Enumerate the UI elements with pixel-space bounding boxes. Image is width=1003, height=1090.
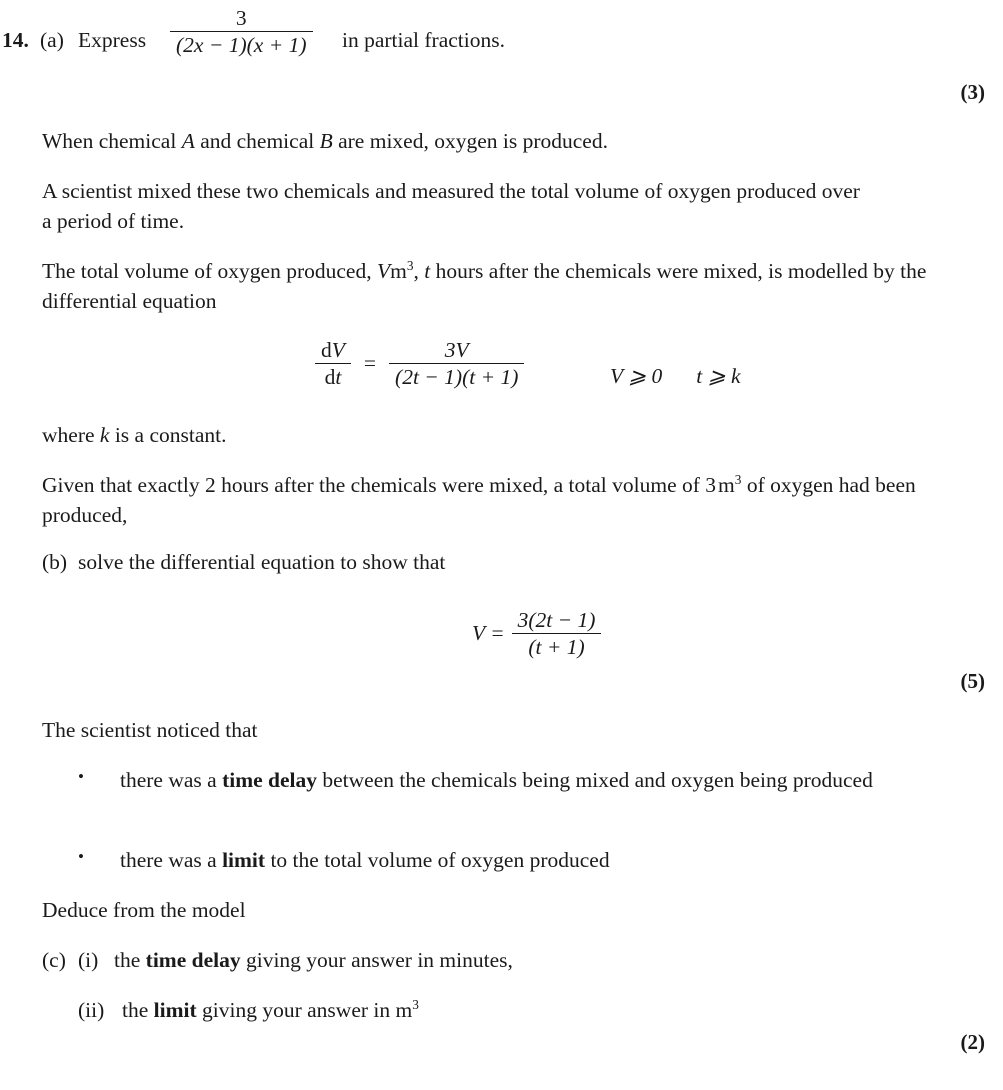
p3-mid: , [413, 259, 425, 283]
part-c-i-post: giving your answer in minutes, [240, 948, 513, 972]
part-c-i-bold: time delay [145, 948, 241, 972]
bullet-1-bold: time delay [222, 768, 318, 792]
p5-pre: Given that exactly 2 hours after the chemicals were mixed, a total volume of 3 [42, 473, 717, 497]
question-number: 14. [2, 28, 29, 52]
p4-pre: where [42, 423, 100, 447]
condition-volume: V ⩾ 0 [610, 364, 663, 388]
rate-denominator: (2t − 1)(t + 1) [389, 363, 524, 389]
p3-post: hours after the chemicals were mixed, is modelled by the differential equation [42, 259, 927, 313]
derivative-denominator: dt [315, 363, 351, 389]
solution-lead: V = [472, 620, 505, 645]
part-c-label: (c) [42, 948, 66, 972]
rate-expression-fraction [389, 338, 524, 389]
fraction-numerator: 3 [235, 6, 247, 30]
solution-equation-display [472, 608, 601, 659]
condition-time: t ⩾ k [696, 364, 741, 388]
derivative-numerator: dV [321, 338, 345, 362]
bullet-2-pre: there was a [120, 848, 223, 872]
p3-pre: The total volume of oxygen produced, [42, 259, 377, 283]
paragraph-constant-k [42, 421, 942, 451]
paragraph-scientist-noticed: The scientist noticed that [42, 718, 258, 742]
given-unit-exponent: 3 [734, 471, 742, 487]
p1-pre: When chemical [42, 129, 182, 153]
paragraph-deduce: Deduce from the model [42, 898, 246, 922]
part-b-line [42, 548, 942, 578]
chemical-b-symbol: B [319, 129, 333, 153]
paragraph-model-definition [42, 257, 932, 316]
part-b-text: solve the differential equation to show that [78, 550, 446, 574]
volume-unit: m [390, 259, 407, 283]
part-a-trailing-text: in partial fractions. [342, 28, 505, 52]
rate-numerator: 3V [444, 338, 469, 362]
p1-mid: and chemical [194, 129, 320, 153]
part-a-lead-text: Express [78, 28, 147, 52]
part-c-ii-pre: the [122, 998, 154, 1022]
part-c-i-line [42, 946, 513, 976]
given-unit: m [718, 473, 735, 497]
marks-part-b: (5) [960, 669, 985, 693]
fraction-denominator: (2x − 1)(x + 1) [170, 31, 313, 57]
part-a-label: (a) [40, 28, 64, 52]
part-c-ii-line [78, 996, 419, 1026]
paragraph-mixing-intro [42, 127, 942, 157]
bullet-1-post: between the chemicals being mixed and oxygen being produced [317, 768, 873, 792]
constant-k-symbol: k [99, 423, 110, 447]
bullet-dot-icon: • [78, 767, 84, 786]
partial-fraction-expression [170, 6, 313, 57]
solution-fraction [512, 608, 602, 659]
chemical-a-symbol: A [181, 129, 195, 153]
p5-post: of oxygen had been produced, [42, 473, 916, 527]
list-item [78, 846, 938, 876]
part-c-ii-post: giving your answer in m [196, 998, 413, 1022]
part-c-ii-bold: limit [153, 998, 197, 1022]
bullet-text-time-delay [120, 766, 938, 796]
paragraph-given-condition [42, 471, 922, 530]
marks-part-a: (3) [960, 80, 985, 104]
part-b-label: (b) [42, 550, 68, 574]
equation-domain-conditions [610, 362, 741, 392]
part-c-i-pre: the [114, 948, 146, 972]
volume-symbol: V [376, 259, 391, 283]
part-c-i-label: (i) [78, 948, 99, 972]
solution-numerator: 3(2t − 1) [517, 608, 596, 632]
bullet-1-pre: there was a [120, 768, 223, 792]
marks-part-c: (2) [960, 1030, 985, 1054]
list-item [78, 766, 938, 796]
volume-unit-exponent: 3 [406, 257, 414, 273]
differential-equation-display [315, 338, 524, 389]
paragraph-scientist-measured: A scientist mixed these two chemicals and measured the total volume of oxygen produced over a period of time. [42, 179, 860, 233]
time-symbol: t [424, 259, 431, 283]
part-c-ii-label: (ii) [78, 998, 105, 1022]
derivative-fraction [315, 338, 351, 389]
bullet-text-limit [120, 846, 938, 876]
p4-post: is a constant. [109, 423, 227, 447]
bullet-2-bold: limit [222, 848, 266, 872]
bullet-dot-icon: • [78, 847, 84, 866]
solution-denominator: (t + 1) [512, 633, 602, 659]
bullet-2-post: to the total volume of oxygen produced [265, 848, 610, 872]
equals-sign: = [363, 350, 377, 375]
part-c-ii-exponent: 3 [412, 996, 419, 1012]
p1-post: are mixed, oxygen is produced. [332, 129, 608, 153]
